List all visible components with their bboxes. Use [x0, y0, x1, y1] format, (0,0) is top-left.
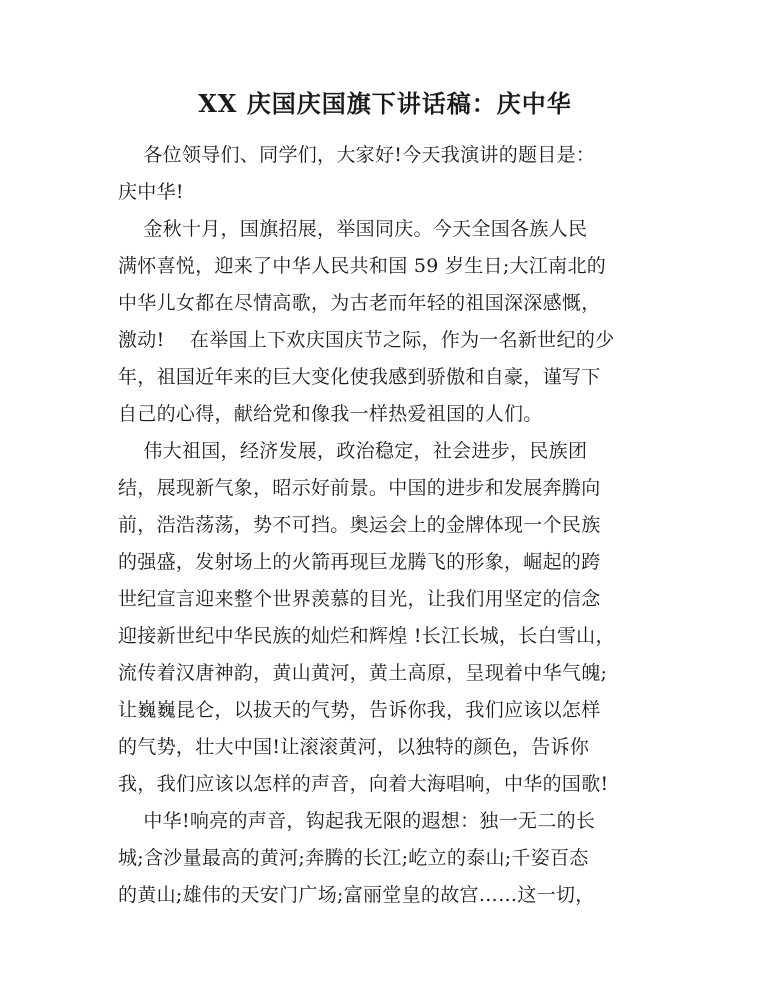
text-line: 世纪宣言迎来整个世界羡慕的目光，让我们用坚定的信念 — [118, 588, 601, 610]
text-line: 结，展现新气象，昭示好前景。中国的进步和发展奔腾向 — [118, 477, 601, 499]
text-line: 自己的心得，献给党和像我一样热爱祖国的人们。 — [118, 403, 543, 425]
text-line: 的黄山;雄伟的天安门广场;富丽堂皇的故宫……这一切， — [118, 884, 595, 906]
text-line: 的气势，壮大中国!让滚滚黄河，以独特的颜色，告诉你 — [118, 736, 590, 758]
text-line: 激动! 在举国上下欢庆国庆节之际，作为一名新世纪的少 — [118, 329, 615, 351]
text-line: 流传着汉唐神韵，黄山黄河，黄土高原，呈现着中华气魄; — [118, 662, 608, 684]
text-line: 中华!响亮的声音，钩起我无限的遐想：独一无二的长 — [118, 810, 596, 832]
text-line: 满怀喜悦，迎来了中华人民共和国 59 岁生日;大江南北的 — [118, 255, 607, 277]
text-line: 迎接新世纪中华民族的灿烂和辉煌 !长江长城，长白雪山， — [118, 625, 615, 647]
text-line: 各位领导们、同学们，大家好!今天我演讲的题目是： — [118, 144, 596, 166]
text-line: 年，祖国近年来的巨大变化使我感到骄傲和自豪，谨写下 — [118, 366, 601, 388]
document-title: XX 庆国庆国旗下讲话稿：庆中华 — [198, 89, 572, 118]
text-line: 庆中华! — [118, 181, 184, 203]
text-line: 前，浩浩荡荡，势不可挡。奥运会上的金牌体现一个民族 — [118, 514, 601, 536]
text-line: 城;含沙量最高的黄河;奔腾的长江;屹立的泰山;千姿百态 — [118, 847, 589, 869]
text-line: 的强盛，发射场上的火箭再现巨龙腾飞的形象，崛起的跨 — [118, 551, 601, 573]
text-line: 让巍巍昆仑，以拔天的气势，告诉你我，我们应该以怎样 — [118, 699, 601, 721]
text-line: 中华儿女都在尽情高歌，为古老而年轻的祖国深深感慨， — [118, 292, 601, 314]
text-line: 伟大祖国，经济发展，政治稳定，社会进步，民族团 — [118, 440, 588, 462]
text-line: 金秋十月，国旗招展，举国同庆。今天全国各族人民 — [118, 218, 588, 240]
text-line: 我，我们应该以怎样的声音，向着大海唱响，中华的国歌! — [118, 773, 609, 795]
